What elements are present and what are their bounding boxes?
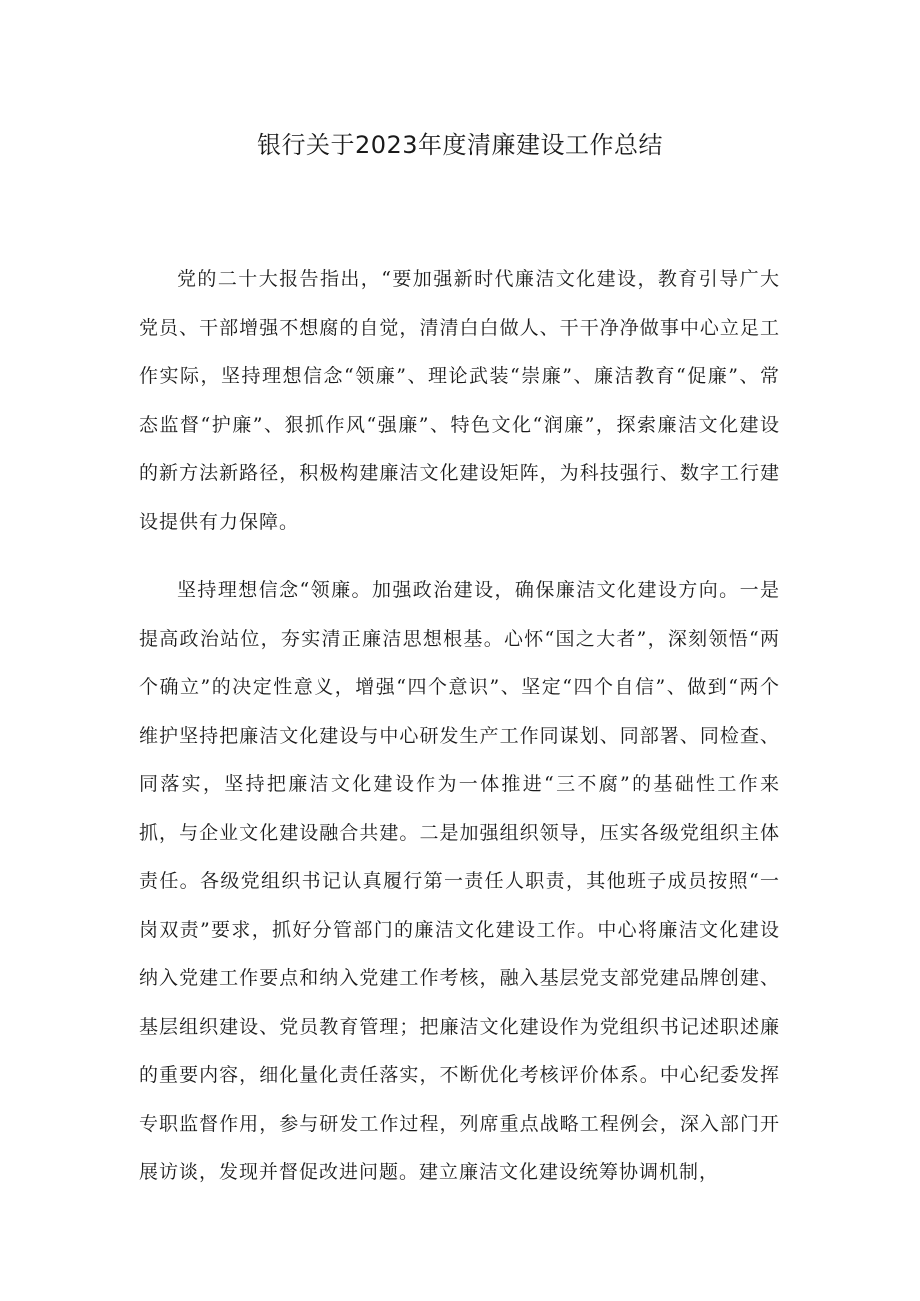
paragraph-2: 坚持理想信念“领廉。加强政治建设，确保廉洁文化建设方向。一是提高政治站位，夯实清正廉洁思想根基。心怀“国之大者”，深刻领悟“两个确立”的决定性意义，增强“四个意识”、坚定“四个自信”、做到“两个维护坚持把廉洁文化建设与中心研发生产工作同谋划、同部署、同检查、同落实，坚持把廉洁文化建设作为一体推进“三不腐”的基础性工作来抓，与企业文化建设融合共建。二是加强组织领导，压实各级党组织主体责任。各级党组织书记认真履行第一责任人职责，其他班子成员按照“一岗双责”要求，抓好分管部门的廉洁文化建设工作。中心将廉洁文化建设纳入党建工作要点和纳入党建工作考核，融入基层党支部党建品牌创建、基层组织建设、党员教育管理；把廉洁文化建设作为党组织书记述职述廉的重要内容，细化量化责任落实，不断优化考核评价体系。中心纪委发挥专职监督作用，参与研发工作过程，列席重点战略工程例会，深入部门开展访谈，发现并督促改进问题。建立廉洁文化建设统筹协调机制，: [139, 579, 780, 1183]
paragraph-1: 党的二十大报告指出，“要加强新时代廉洁文化建设，教育引导广大党员、干部增强不想腐的自觉，清清白白做人、干干净净做事中心立足工作实际，坚持理想信念“领廉”、理论武装“崇廉”、廉洁教育“促廉”、常态监督“护廉”、狠抓作风“强廉”、特色文化“润廉”，探索廉洁文化建设的新方法新路径，积极构建廉洁文化建设矩阵，为科技强行、数字工行建设提供有力保障。: [139, 268, 780, 533]
document-title: 银行关于2023年度清廉建设工作总结: [256, 131, 664, 159]
